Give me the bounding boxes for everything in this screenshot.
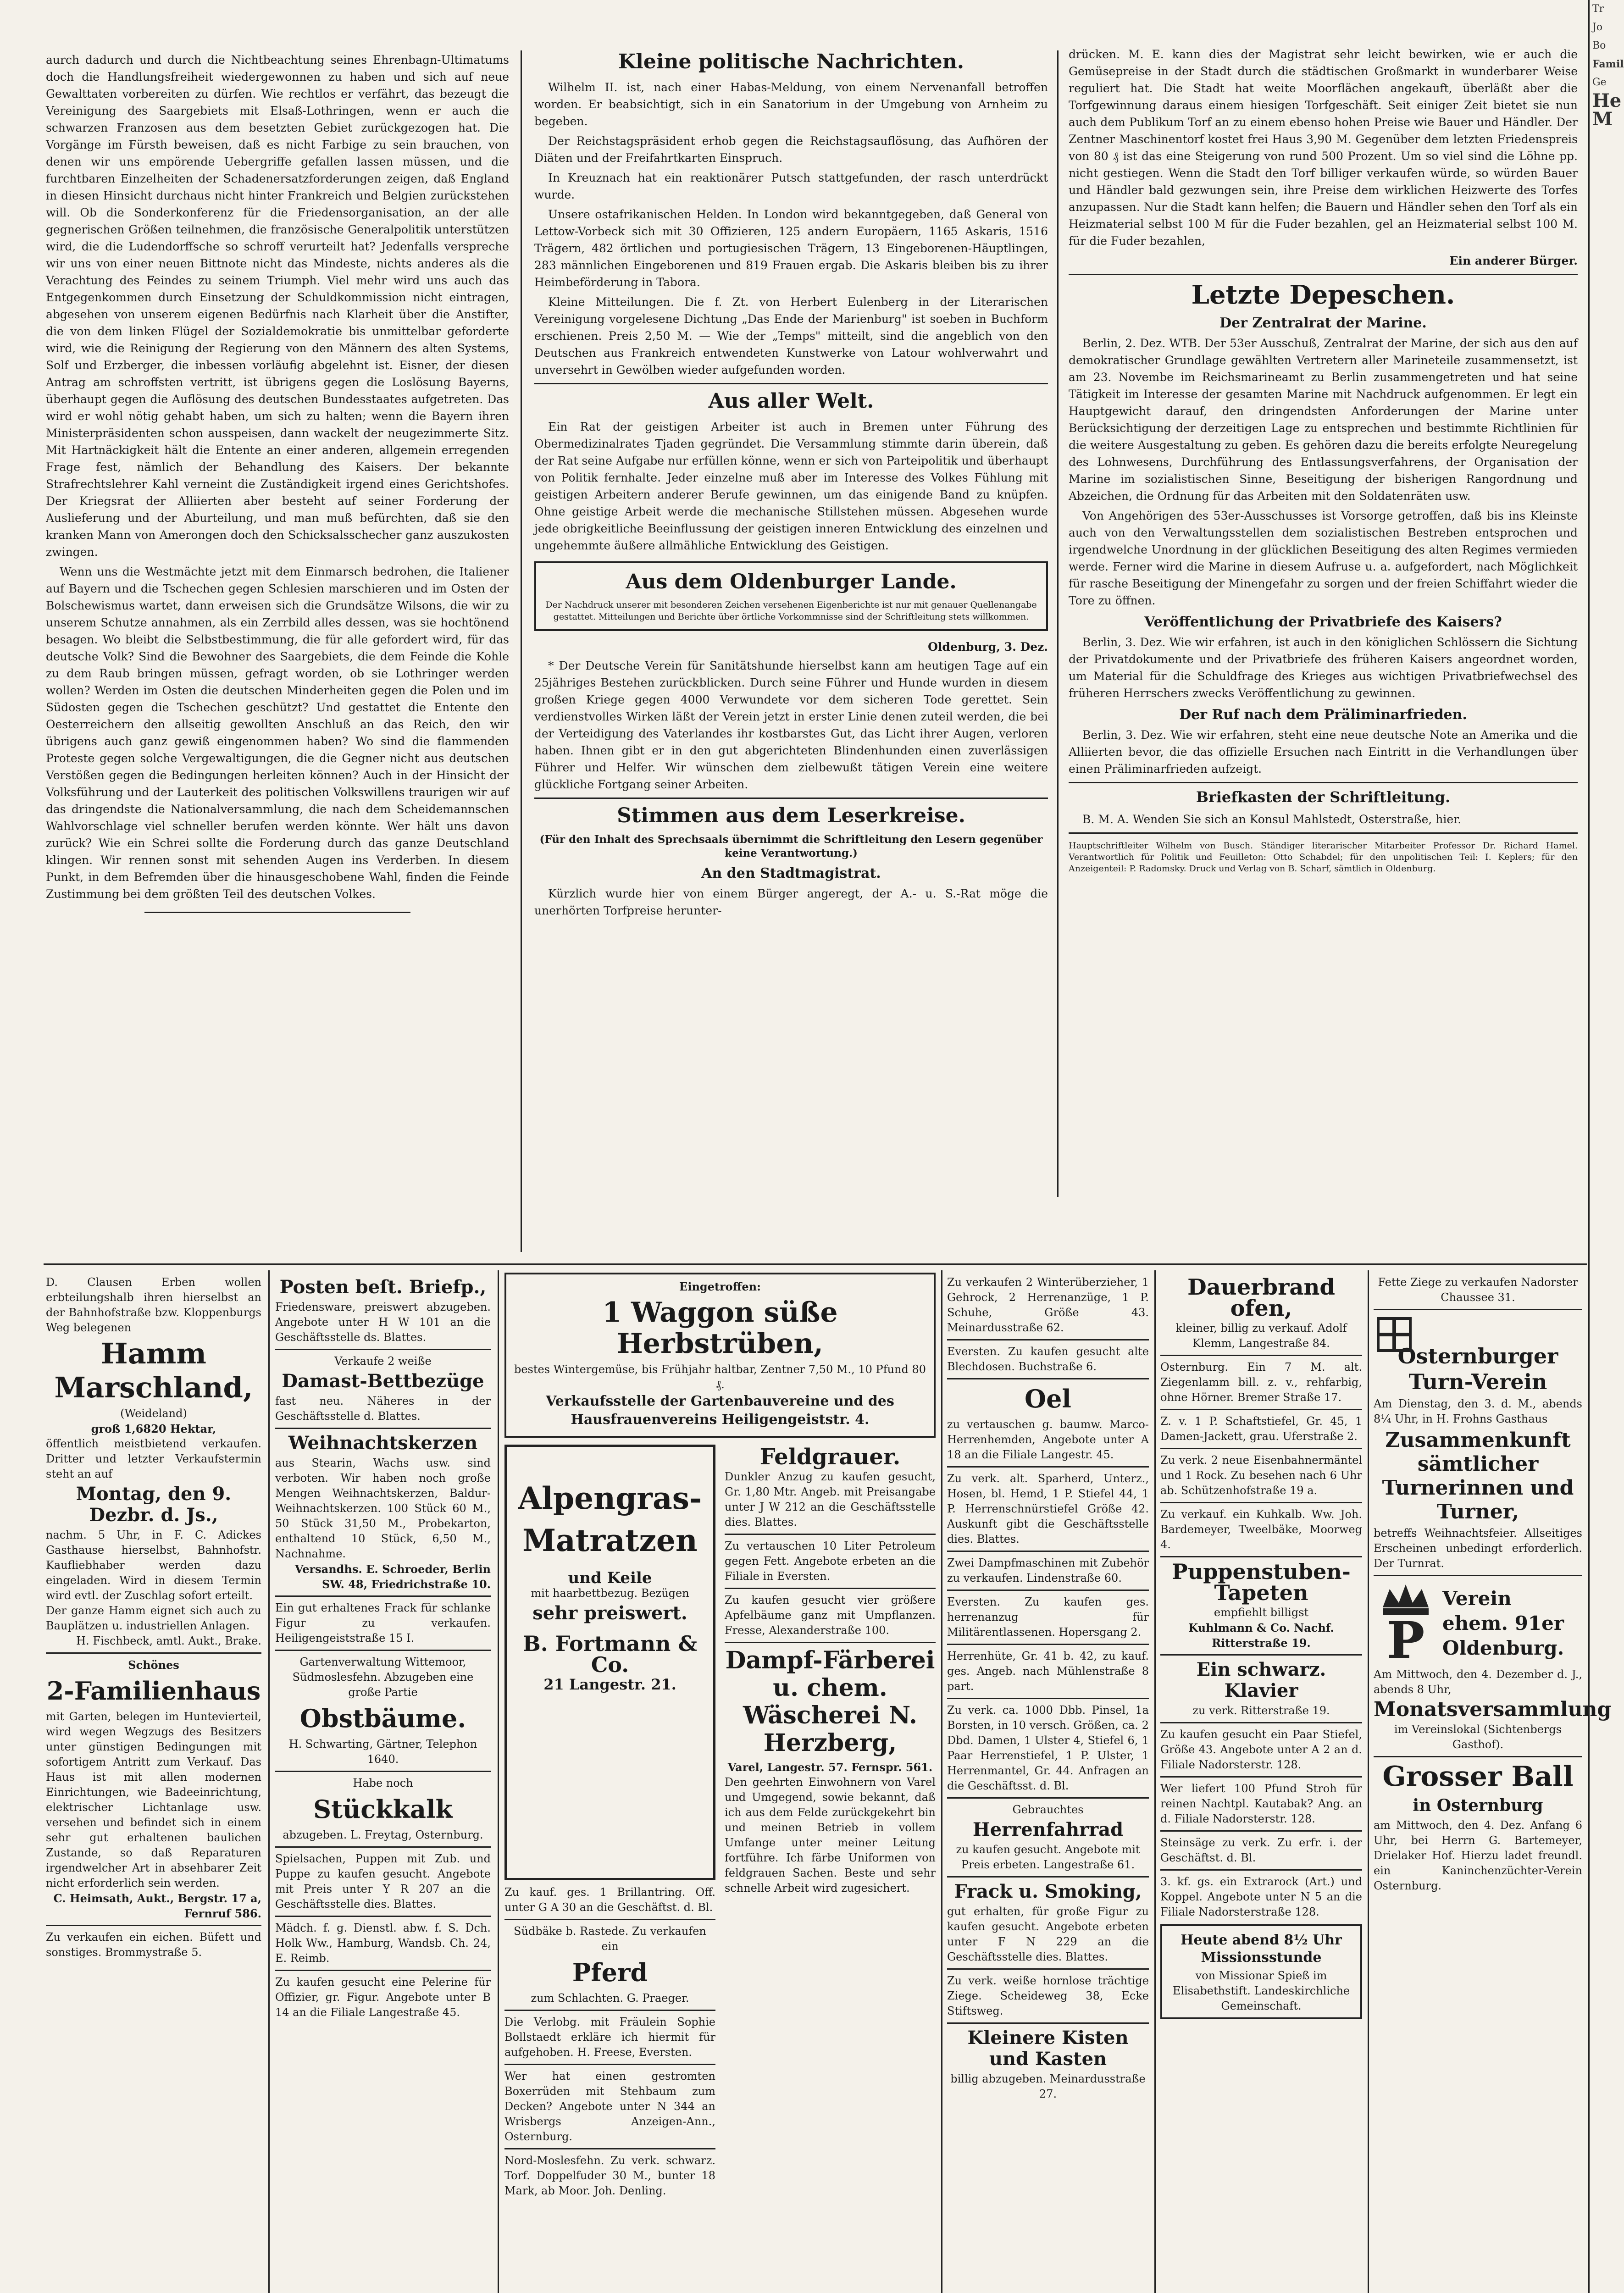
ad-stove: Zu verk. alt. Sparherd, Unterz., Hosen, bl. Hemd, 1 P. Stiefel 44, 1 P. Herrenschnürstiefel Größe 42. Auskunft gibt die Geschäftsstelle dies. Blattes. — [947, 1472, 1149, 1545]
ad-oven-text: kleiner, billig zu verkauf. Adolf Klemm, Langestraße 84. — [1175, 1322, 1347, 1350]
rule — [534, 383, 1048, 384]
ad-horse-title: Pferd — [572, 1958, 648, 1987]
letter-signature: Ein anderer Bürger. — [1449, 254, 1578, 267]
ad-engagement: Die Verlobg. mit Fräulein Sophie Bollstaedt erkläre ich hiermit für aufgehoben. H. Freese, Eversten. — [504, 2016, 715, 2059]
ad-turnips-top: Eingetroffen: — [679, 1280, 761, 1293]
separator — [1160, 1448, 1362, 1449]
separator — [1160, 1776, 1362, 1778]
ad-mattresses-price: sehr preiswert. — [532, 1602, 687, 1624]
ad-military-coat: 3. kf. gs. ein Extrarock (Art.) und Koppel. Angebote unter N 5 an die Filiale Nadorsterstraße 128. — [1160, 1875, 1362, 1918]
ad-divider — [268, 1270, 270, 2293]
ad-buffet: Zu verkaufen ein eichen. Büfett und sonstiges. Brommystraße 5. — [46, 1931, 261, 1959]
separator — [1374, 1575, 1582, 1576]
ad-ball-title: Grosser Ball — [1382, 1761, 1574, 1793]
ad-dyeworks-text: Den geehrten Einwohnern von Varel und Umgegend, sowie bekannt, daß ich aus dem Felde zurückgekehrt bin und meinen Betrieb in vollem Umfange unter meiner Leitung fortführe. Ich färbe Uniformen von feldgrauen Sachen. Beste und sehr schnelle Arbeit wird zugesichert. — [725, 1776, 936, 1894]
rule — [1069, 274, 1578, 275]
separator — [1160, 1654, 1362, 1656]
dispatch-kaiser: Berlin, 3. Dez. Wie wir erfahren, ist auch in den königlichen Schlössern die Sichtung der Privatdokumente und der Privatbriefe des früheren Kaisers angeordnet worden, um Material für die Schuldfrage des Krieges aus wichtigen Privatbriefwechsel des früheren Herrschers zwecks Veröffentlichung zu gewinnen. — [1069, 636, 1578, 700]
ad-maid: Mädch. f. g. Dienstl. abw. f. S. Dch. Holk Ww., Hamburg, Wandsb. Ch. 24, E. Reimb. — [275, 1922, 491, 1965]
ad-piano-title: Ein schwarz. Klavier — [1196, 1659, 1326, 1701]
ad-land-date: Montag, den 9. Dezbr. d. Js., — [76, 1483, 232, 1526]
ad-bedding-pre: Verkaufe 2 weiße — [334, 1355, 432, 1368]
adjacent-page-edge — [1588, 0, 1622, 2293]
turnverein-emblem-icon — [1374, 1314, 1415, 1355]
ads-top-rule — [44, 1263, 1587, 1265]
ad-verein-91er-title: Verein ehem. 91er Oldenburg. — [1442, 1587, 1564, 1659]
dispatch-marine-1: Berlin, 2. Dez. WTB. Der 53er Ausschuß, Zentralrat der Marine, der sich aus den auf demokratischer Grundlage gewählten Vertretern aller Marineteile zusammensetzt, ist am 23. Novembe im Reichsmarineamt zu Berlin zusammengetreten und hat seine Tätigkeit im Interesse der gesamten Marine mit Nachdruck aufgenommen. Er legt ein Hauptgewicht darauf, den dringendsten Anforderungen der Marine unter Berücksichtigung der derzeitigen Lage zu entsprechen und bestimmte Richtlinien für die weitere Ausgestaltung zu geben. Es gehören dazu die bereits erfolgte Neuregelung des Lohnwesens, Durchführung des Entlassungsverfahrens, der Organisation der Marine im sozialistischen Sinne, Beseitigung der bisherigen Rangordnung und Abzeichen, die Ordnung für das Arbeiten mit den Soldatenräten usw. — [1069, 337, 1578, 503]
ad-verein-91er-meeting: Monatsversammlung — [1374, 1698, 1612, 1721]
ad-turnips-seller: Verkaufsstelle der Gartenbauvereine und des Hausfrauenvereins Heiligengeiststr. 4. — [546, 1393, 894, 1428]
ad-uniform-title: Feldgrauer. — [759, 1444, 901, 1470]
col1-end-rule — [144, 912, 410, 913]
separator — [1160, 1869, 1362, 1871]
col-divider-1 — [521, 50, 522, 1252]
ad-paper-text: Friedensware, preiswert abzugeben. Angebote unter H W 101 an die Geschäftsstelle ds. Blattes. — [275, 1301, 491, 1344]
imprint: Hauptschriftleiter Wilhelm von Busch. Ständiger literarischer Mitarbeiter Professor Dr. Richard Hamel. Verantwortlich für Politik und Feuilleton: Otto Schabdel; für den unpolitischen Teil: I. Keplers; für den Anzeigenteil: P. Radomsky. Druck und Verlag von B. Scharf, sämtlich in Oldenburg. — [1069, 841, 1578, 874]
separator — [947, 1797, 1149, 1799]
crown-emblem-icon — [1374, 1580, 1438, 1670]
ad-turnips-title: 1 Waggon süße Herbstrüben, — [602, 1296, 838, 1360]
separator — [1374, 1309, 1582, 1310]
ad-turnverein-title: Osternburger Turn-Verein — [1397, 1344, 1558, 1394]
separator — [275, 1349, 491, 1350]
ad-engines: Zwei Dampfmaschinen mit Zubehör zu verkaufen. Lindenstraße 60. — [947, 1556, 1149, 1584]
ad-column-2 — [275, 1275, 491, 2293]
ad-trees-title: Obstbäume. — [299, 1704, 466, 1733]
ad-oil-text: zu vertauschen g. baumw. Marco-Herrenhemden, Angebote unter A 18 an die Filiale Langestr. 45. — [947, 1418, 1149, 1461]
edge-fragment: Tr — [1592, 3, 1604, 15]
ad-fat-goat: Fette Ziege zu verkaufen Nadorster Chaussee 31. — [1378, 1276, 1578, 1304]
ad-house-title: 2-Familienhaus — [46, 1676, 261, 1706]
separator — [1160, 1722, 1362, 1723]
ad-bicycle-text: zu kaufen gesucht. Angebote mit Preis erbeten. Langestraße 61. — [956, 1843, 1140, 1871]
ad-railway-coats: Zu verk. 2 neue Eisenbahnermäntel und 1 Rock. Zu besehen nach 6 Uhr ab. Schützenhofstraße 19 a. — [1160, 1454, 1362, 1497]
col1-article — [46, 51, 509, 1244]
ad-verein-91er-place: im Vereinslokal (Sichtenbergs Gasthof). — [1394, 1723, 1562, 1751]
ad-trees-pre: Gartenverwaltung Wittemoor, Südmoslesfehn. Abzugeben eine große Partie — [292, 1656, 474, 1699]
rule — [1069, 832, 1578, 834]
ad-boots: Z. v. 1 P. Schaftstiefel, Gr. 45, 1 Damen-Jackett, grau. Uferstraße 2. — [1160, 1415, 1362, 1443]
separator — [725, 1588, 936, 1589]
ad-calf: Zu verkauf. ein Kuhkalb. Ww. Joh. Bardemeyer, Tweelbäke, Moorweg 4. — [1160, 1508, 1362, 1551]
ad-oil-title: Oel — [1025, 1384, 1071, 1413]
ad-goat: Zu verk. weiße hornlose trächtige Ziege. Scheideweg 38, Ecke Stiftsweg. — [947, 1974, 1149, 2017]
ad-tins: Eversten. Zu kaufen gesucht alte Blechdosen. Buchstraße 6. — [947, 1345, 1149, 1373]
ad-mission-box — [1160, 1924, 1362, 2019]
rule — [1069, 782, 1578, 783]
news-misc: Kleine Mitteilungen. Die f. Zt. von Herbert Eulenberg in der Literarischen Vereinigung vorgelesene Dichtung „Das Ende der Marienburg" ist soeben in Buchform erschienen. Preis 2,50 M. — Wie der „Temps" mitteilt, sind die angeblich von den Deutschen aus Frankreich entwendeten Kunstwerke von Latour wohlverwahrt und unversehrt in Gewölben wieder aufgefunden worden. — [534, 295, 1048, 377]
dateline-oldenburg: Oldenburg, 3. Dez. — [928, 640, 1048, 654]
separator — [725, 1534, 936, 1535]
marine-council-heading: Der Zentralrat der Marine. — [1219, 315, 1427, 331]
ad-peat: Nord-Moslesfehn. Zu verk. schwarz. Torf. Doppelfuder 30 M., bunter 18 Mark, ab Moor. Joh. Denling. — [504, 2154, 715, 2197]
separator — [947, 1698, 1149, 1699]
separator — [1160, 1409, 1362, 1410]
separator — [275, 1650, 491, 1651]
separator — [1160, 1830, 1362, 1832]
mailbox-reply: B. M. A. Wenden Sie sich an Konsul Mahlstedt, Osterstraße, hier. — [1082, 813, 1462, 826]
ad-column-3b — [504, 1885, 715, 2293]
latest-dispatches-heading: Letzte Depeschen. — [1191, 280, 1455, 310]
ad-frack-text: gut erhalten, für große Figur zu kaufen gesucht. Angebote erbeten unter F N 229 an die Geschäftsstelle dies. Blattes. — [947, 1905, 1149, 1963]
col3-dispatches — [1069, 46, 1578, 1224]
ad-mattresses-text: mit haarbettbezug. Bezügen — [531, 1587, 689, 1600]
separator — [275, 1595, 491, 1597]
ad-column-7 — [1374, 1275, 1612, 2293]
letter-start: Kürzlich wurde hier von einem Bürger angeregt, der A.- u. S.-Rat möge die unerhörten Torfpreise herunter- — [534, 887, 1048, 917]
ad-land-intro: D. Clausen Erben wollen erbteilungshalb ihren hierselbst an der Bahnhofstraße bzw. Kloppenburgs Weg belegenen — [46, 1276, 261, 1334]
ad-wallpaper-title: Puppenstuben-Tapeten — [1172, 1559, 1351, 1605]
ad-column-5 — [947, 1275, 1149, 2293]
separator — [947, 1378, 1149, 1379]
ad-trees-sign: H. Schwarting, Gärtner, Telephon 1640. — [288, 1738, 477, 1766]
ad-land-text-3: Der ganze Hamm eignet sich auch zu Bauplätzen u. industriellen Anlagen. — [46, 1604, 261, 1632]
ad-mattresses — [504, 1445, 715, 1880]
separator — [1160, 1556, 1362, 1557]
ad-saw: Steinsäge zu verk. Zu erfr. i. der Geschäftst. d. Bl. — [1160, 1836, 1362, 1864]
separator — [504, 2010, 715, 2011]
ad-turnverein-note: betreffs Weihnachtsfeier. Allseitiges Erscheinen unbedingt erforderlich. Der Turnrat. — [1374, 1527, 1582, 1570]
rule — [534, 798, 1048, 799]
ad-dyeworks-address: Varel, Langestr. 57. Fernspr. 561. — [727, 1761, 933, 1774]
ad-lime-title: Stückkalk — [313, 1795, 453, 1824]
col2-news — [534, 46, 1048, 1257]
ad-land-sub: (Weideland) — [120, 1407, 187, 1420]
separator — [275, 1428, 491, 1429]
separator — [46, 1925, 261, 1926]
col1-para-2: Wenn uns die Westmächte jetzt mit dem Einmarsch bedrohen, die Italiener auf Bayern und die Tschechen gegen Schlesien marschieren und im Osten der Bolschewismus wartet, dann erweisen sich die Grundsätze Wilsons, die wir zu unserem Schutze annahmen, als ein Zerrbild alles dessen, was sie hochtönend besagen. Wo bleibt die Selbstbestimmung, die für alle gefordert wird, für das deutsche Volk? Sind die Bewohner des Saargebiets, die dem Feinde die Kohle zu dem Raub bringen müssen, gefragt worden, ob sie Lothringer werden wollen? Werden im Osten die deutschen Minderheiten gegen die Polen und im Südosten gegen die Tschechen geschützt? Und gestattet die Entente den Oesterreichern den allseitig gewollten Anschluß an das Reich, den wir übrigens auch ganz gewiß eingenommen haben? Wo sind die flammenden Proteste gegen solche Vergewaltigungen, die die Gegner nicht aus deutschen Verstößen gegen die Bedingungen herleiten können? Auch in der Hinsicht der Volksführung und der Lauterkeit des politischen Volkswillens traurigen wir auf das dringendste die Nationalversammlung, die nach dem Scheidemannschen Wahlvorschlage viel schneller berufen werden könnte. Wer hält uns davon zurück? Wie ein Schrei sollte die Forderung durch das ganze Deutschland klingen. Wir rennen sonst mit sehenden Augen ins Verderben. In diesem Punkt, in dem Befremden über die hinausgeschobene Wahl, finden die Feinde Zustimmung bei dem größten Teil des deutschen Volkes. — [46, 565, 509, 901]
col1-para-1: aurch dadurch und durch die Nichtbeachtung seines Ehrenbagn-Ultimatums doch die Handlungsfreiheit wiedergewonnen zu haben und sich auf neue Gewalttaten vorbereiten zu dürfen. Wie rechtlos er verfährt, das bezeugt die Vereinigung des Saargebiets mit Elsaß-Lothringen, wenn er auch die schwarzen Franzosen aus dem besetzten Gebiet zurückgezogen hat. Die Vorgänge im Fürsth beweisen, daß es nicht Farbige zu sein brauchen, von denen wir uns empörende Uebergriffe gefallen lassen müssen, und die furchtbaren Einzelheiten der Schadenersatzforderungen zeigen, daß England in diesen Hinsicht durchaus nicht hinter Frankreich und Belgien zurückstehen will. Ob die Sonderkonferenz für die Friedensorganisation, an der alle gegnerischen Größen teilnehmen, die französische Generalpolitik unterstützen wird, die die Ludendorffsche so schroff verurteilt hat? Jedenfalls verspreche wir uns von einer neuen Bittnote nicht das Mindeste, nichts anderes als die Verachtung des Feindes zu seinem Triumph. Viel mehr wird uns auch das Entgegenkommen durch Einsetzung der Schuldkommission nicht eintragen, abgesehen von unserem eigenen Bedürfnis nach Klarheit über die Anstifter, die von dem linken Flügel der Sozialdemokratie bis unmittelbar geforderte wird, wie die Reinigung der Regierung von den Männern des alten Systems, Solf und Erzberger, die inbessen vorläufig abgelehnt ist. Eisner, der diesen Antrag am schroffsten vertritt, ist übrigens gegen die Loslösung Bayerns, überhaupt gegen die Auflösung des deutschen Bundesstaates aufgetreten. Das wird er wohl nötig gehabt haben, um sich zu halten; wenn die Bayern ihren Ministerpräsidenten schon ausspeisen, dann wackelt der neugezimmerte Sitz. Mit Hartnäckigkeit hält die Entente an einer anderen, allgemein erregenden Frage fest, nämlich der Behandlung des Kaisers. Der bekannte Strafrechtslehrer Kahl verneint die Zuständigkeit irgend eines Gerichtshofes. Der Kriegsrat der Alliierten aber besteht auf seiner Forderung der Auslieferung und der Aburteilung, und man muß befürchten, daß sie den kranken Mann von Amerongen doch den Schicksalsschecher ganz auszukosten zwingen. — [46, 53, 509, 559]
ad-turnips-text: bestes Wintergemüse, bis Frühjahr haltbar, Zentner 7,50 M., 10 Pfund 80 ₰. — [514, 1363, 926, 1391]
separator — [725, 1642, 936, 1643]
ad-land-sign: H. Fischbeck, amtl. Aukt., Brake. — [76, 1634, 261, 1647]
separator — [947, 1466, 1149, 1468]
separator — [46, 1652, 261, 1654]
ad-ball-text: am Mittwoch, den 4. Dez. Anfang 6 Uhr, bei Herrn G. Bartemeyer, Drielaker Hof. Hierzu ladet freundl. ein Kaninchenzüchter-Verein Osternburg. — [1374, 1819, 1582, 1892]
ad-lime-pre: Habe noch — [353, 1777, 413, 1789]
ad-frack: Ein gut erhaltenes Frack für schlanke Figur zu verkaufen. Heiligengeiststraße 15 I. — [275, 1601, 491, 1645]
ad-mattresses-address: 21 Langestr. 21. — [543, 1676, 676, 1693]
ad-horse-text: zum Schlachten. G. Praeger. — [531, 1992, 689, 2005]
ad-dyeworks-title: Dampf-Färberei u. chem. Wäscherei N. Herzberg, — [725, 1646, 935, 1757]
preliminary-peace-heading: Der Ruf nach dem Präliminarfrieden. — [1179, 707, 1467, 723]
ad-horse-pre: Südbäke b. Rastede. Zu verkaufen ein — [514, 1925, 706, 1953]
news-wilhelm: Wilhelm II. ist, nach einer Habas-Meldung, von einem Nervenanfall betroffen worden. Er beabsichtigt, sich in ein Sanatorium in der Umgebung von Arnheim zu begeben. — [534, 81, 1048, 128]
news-sanitary-dogs: * Der Deutsche Verein für Sanitätshunde hierselbst kann am heutigen Tage auf ein 25jähriges Bestehen zurückblicken. Durch seine Führer und Hunde wurden in diesem großen Kriege gegen 4000 Verwundete vor dem sicheren Tode gerettet. Sein verdienstvolles Wirken läßt der Verein jetzt in erster Linie denen zuteil werden, die bei der Verteidigung des Vaterlandes ihr kostbarstes Gut, das Licht ihrer Augen, verloren haben. Ihnen gibt er in den gut abgerichteten Blindenhunden einen zuverlässigen Führer und Helfer. Wir wünschen dem zielbewußt tätigen Verein eine weitere glückliche Fortgang seiner Arbeiten. — [534, 659, 1048, 791]
ad-mattresses-title: Alpengras-Matratzen — [518, 1480, 702, 1558]
ad-crates-text: billig abzugeben. Meinardusstraße 27. — [950, 2072, 1146, 2100]
oldenburg-heading: Aus dem Oldenburger Lande. — [626, 570, 957, 593]
ad-land-size: groß 1,6820 Hektar, — [91, 1422, 216, 1435]
ad-house-sign: C. Heimsath, Aukt., Bergstr. 17 a, Fernruf 586. — [53, 1892, 261, 1920]
small-political-news-heading: Kleine politische Nachrichten. — [618, 50, 964, 73]
ad-mattresses-sub: und Keile — [568, 1569, 652, 1587]
ad-wallpaper-seller: Kuhlmann & Co. Nachf. Ritterstraße 19. — [1188, 1621, 1334, 1650]
separator — [275, 1916, 491, 1917]
ad-land-text: öffentlich meistbietend verkaufen. Dritter und letzter Verkaufstermin steht an auf — [46, 1437, 261, 1480]
separator — [504, 1919, 715, 1920]
to-city-magistrate-heading: An den Stadtmagistrat. — [701, 865, 881, 881]
news-kreuznach: In Kreuznach hat ein reaktionärer Putsch stattgefunden, der rasch unterdrückt wurde. — [534, 171, 1048, 201]
ad-coats: Zu verkaufen 2 Winterüberzieher, 1 Gehrock, 2 Herrenanzüge, 1 P. Schuhe, Größe 43. Meinardusstraße 62. — [947, 1276, 1149, 1334]
letter-continued: drücken. M. E. kann dies der Magistrat sehr leicht bewirken, wie er auch die Gemüsepreise in der Stadt durch die städtischen Großmarkt in wunderbarer Weise reguliert hat. Die Stadt hat weite Moorflächen angekauft, überläßt aber die Torfgewinnung daraus einem hiesigen Torfgeschäft. Seit einiger Zeit bietet sie nun auch dem Publikum Torf an zu einem ebenso hohen Preise wie Bauer und Händler. Der Zentner Maschinentorf kostet frei Haus 3,90 M. Gegenüber dem letzten Friedenspreis von 80 ₰ ist das eine Steigerung von rund 500 Prozent. Um so viel sind die Löhne pp. nicht gestiegen. Wenn die Stadt den Torf billiger verkaufen würde, so würden Bauer und Händler bald gezwungen sein, ihre Preise dem wirklichen Heizwerte des Torfes anzupassen. Nur die Stadt kann helfen; die Bauern und Händler sehen den Torf als ein Heizmaterial selbst 100 M für die Fuder bezahlen, gel an Heizmaterial selbst 100 M. für die Fuder bezahlen, — [1069, 48, 1578, 248]
ad-column-1 — [46, 1275, 261, 2293]
ad-house-text: mit Garten, belegen im Huntevierteil, wird wegen Wegzugs des Besitzers unter günstigen Bedingungen mit sofortigem Antritt zum Verkauf. Das Haus ist mit allen modernen Einrichtungen, wie Badeeinrichtung, elektrischer Lichtanlage usw. versehen und befindet sich in einem sehr gut erhaltenen baulichen Zustande, so daß Reparaturen irgendwelcher Art in absehbarer Zeit nicht erforderlich sein werden. — [46, 1710, 261, 1889]
kaiser-letters-heading: Veröffentlichung der Privatbriefe des Kaisers? — [1144, 614, 1502, 630]
ad-turnverein-meeting: Zusammenkunft sämtlicher Turnerinnen und Turner, — [1382, 1429, 1574, 1523]
ad-cape: Zu kaufen gesucht eine Pelerine für Offizier, gr. Figur. Angebote unter B 14 an die Filiale Langestraße 45. — [275, 1976, 491, 2019]
ad-house-pre: Schönes — [128, 1658, 179, 1672]
editors-mailbox-heading: Briefkasten der Schriftleitung. — [1196, 788, 1451, 806]
separator — [947, 1644, 1149, 1645]
oldenburg-section — [534, 561, 1048, 631]
ad-divider — [941, 1270, 942, 2293]
ad-wallpaper-text: empfiehlt billigst — [1214, 1606, 1309, 1619]
reprint-notice: Der Nachdruck unserer mit besonderen Zeichen versehenen Eigenberichte ist nur mit genauer Quellenangabe gestattet. Mitteilungen und Berichte über örtliche Vorkommnisse sind der Schriftleitung stets willkommen. — [545, 600, 1037, 622]
separator — [1374, 1756, 1582, 1757]
ad-bedding-title: Damast-Bettbezüge — [282, 1370, 484, 1392]
dispatch-marine-2: Von Angehörigen des 53er-Ausschusses ist Vorsorge getroffen, daß bis ins Kleinste auch von den Verwaltungsstellen dem sozialistischen Bestreben entsprochen und irgendwelche Unordnung in der glücklichen Beseitigung des alten Regimes vermieden werde. Ferner wird die Marine in diesem Aufruse u. a. aufgefordert, nach Möglichkeit für rasche Beseitigung der Minengefahr zu sorgen und der freien Schiffahrt wieder die Tore zu öffnen. — [1069, 509, 1578, 607]
edge-fragment: M — [1592, 108, 1613, 130]
separator — [947, 1339, 1149, 1340]
separator — [947, 1876, 1149, 1878]
ad-boxer: Wer hat einen gestromten Boxerrüden mit Stehbaum zum Decken? Angebote unter N 344 an Wrisbergs Anzeigen-Ann., Osternburg. — [504, 2070, 715, 2143]
ad-goatkid: Osternburg. Ein 7 M. alt. Ziegenlamm bill. z. v., rehfarbig, ohne Hörner. Bremer Straße 17. — [1160, 1361, 1362, 1404]
col-divider-2 — [1057, 50, 1059, 1197]
ad-divider — [1154, 1270, 1156, 2293]
news-council-bremen: Ein Rat der geistigen Arbeiter ist auch in Bremen unter Führung des Obermedizinalrates Tjaden gegründet. Die Versammlung stimmte darin überein, daß der Rat seine Aufgabe nur erfüllen könne, wenn er sich von Parteipolitik und überhaupt von Politik fernhalte. Jeder einzelne muß aber im Interesse des Volkes Fühlung mit geistigen Arbeitern anderer Berufe gewinnen, um das einigende Band zu knüpfen. Ohne geistige Arbeit werde die mechanische Stillstehen müssen. Abgesehen wurde jede obrigkeitliche Beeinflussung der geistigen inneren Entwicklung des einzelnen und ungehemmte äußere allmähliche Entwicklung des Geistigen. — [534, 420, 1048, 552]
readers-voices-heading: Stimmen aus dem Leserkreise. — [617, 804, 965, 827]
separator — [275, 1846, 491, 1848]
ad-petroleum: Zu vertauschen 10 Liter Petroleum gegen Fett. Angebote erbeten an die Filiale in Eversten. — [725, 1540, 936, 1583]
ad-bicycle-title: Herrenfahrrad — [972, 1819, 1124, 1840]
separator — [947, 2022, 1149, 2024]
separator — [275, 1970, 491, 1971]
ad-crates-title: Kleinere Kisten und Kasten — [967, 2027, 1129, 2070]
edge-fragment: He — [1592, 90, 1622, 111]
separator — [504, 2148, 715, 2149]
svg-text:P: P — [1386, 1611, 1425, 1670]
ad-boots-wanted: Zu kaufen gesucht ein Paar Stiefel, Größe 43. Angebote unter A 2 an d. Filiale Nadorsterstr. 128. — [1160, 1728, 1362, 1771]
news-reichstag: Der Reichstagspräsident erhob gegen die Reichstagsauflösung, das Aufhören der Diäten und der Freifahrtkarten Einspruch. — [534, 134, 1048, 165]
separator — [275, 1771, 491, 1772]
ad-column-4 — [725, 1445, 936, 2293]
verein-91er-block — [1374, 1580, 1582, 1670]
separator — [1160, 1502, 1362, 1503]
ad-oven-title: Dauerbrand ofen, — [1187, 1274, 1335, 1321]
ad-divider — [1368, 1270, 1369, 2293]
separator — [504, 2064, 715, 2065]
edge-fragment: Famil — [1592, 58, 1624, 70]
ad-turnips — [504, 1273, 936, 1438]
ad-mission-title: Heute abend 8½ Uhr Missionsstunde — [1181, 1932, 1342, 1966]
ad-candles-text: aus Stearin, Wachs usw. sind verboten. Wir haben noch große Mengen Weihnachtskerzen, Baldur-Weihnachtskerzen. 100 Stück 60 M., 50 Stück 31,50 M., Probekarton, enthaltend 10 Stück, 6,50 M., Nachnahme. — [275, 1457, 491, 1560]
ad-land-text-2: nachm. 5 Uhr, in F. C. Adickes Gasthause hierselbst, Bahnhofstr. Kaufliebhaber werden dazu eingeladen. Wird in diesem Termin wird evtl. der Zuschlag sofort erteilt. — [46, 1529, 261, 1602]
separator — [947, 1551, 1149, 1552]
edge-fragment: Jo — [1592, 22, 1603, 33]
ad-straw: Wer liefert 100 Pfund Stroh für reinen Nachtpl. Kautabak? Ang. an d. Filiale Nadorsterstr. 128. — [1160, 1782, 1362, 1825]
ad-divider — [498, 1270, 499, 2293]
ad-ball-place: in Osternburg — [1413, 1796, 1543, 1815]
ad-uniform-text: Dunkler Anzug zu kaufen gesucht, Gr. 1,80 Mtr. Angeb. mit Preisangabe unter J W 212 an die Geschäftsstelle dies. Blattes. — [725, 1470, 936, 1529]
ad-appletrees: Zu kaufen gesucht vier größere Apfelbäume ganz mit Umpflanzen. Fresse, Alexanderstraße 100. — [725, 1594, 936, 1637]
ad-bedding-text: fast neu. Näheres in der Geschäftsstelle d. Blattes. — [275, 1395, 491, 1423]
ad-turnverein-text: Am Dienstag, den 3. d. M., abends 8¼ Uhr, in H. Frohns Gasthaus — [1374, 1397, 1582, 1425]
ad-mattresses-company: B. Fortmann & Co. — [522, 1631, 698, 1677]
edge-fragment: Bo — [1592, 40, 1606, 51]
ad-ring: Zu kauf. ges. 1 Brillantring. Off. unter G A 30 an die Geschäftst. d. Bl. — [504, 1886, 715, 1914]
news-east-africa: Unsere ostafrikanischen Helden. In London wird bekanntgegeben, daß General von Lettow-Vorbeck sich mit 30 Offizieren, 125 andern Europäern, 1165 Askaris, 1516 Trägern, 482 örtlichen und portugiesischen Trägern, 13 Eingeborenen-Häuptlingen, 283 männlichen Eingeborenen und 819 Frauen ergab. Die Askaris bleiben bis zu ihrer Heimbeförderung in Tabora. — [534, 208, 1048, 289]
ad-piano-text: zu verk. Ritterstraße 19. — [1192, 1704, 1330, 1717]
ad-suit-eversten: Eversten. Zu kaufen ges. herrenanzug für Militärentlassenen. Hopersgang 2. — [947, 1595, 1149, 1639]
ad-column-6 — [1160, 1275, 1362, 2293]
separator — [947, 1968, 1149, 1970]
edge-fragment: Ge — [1592, 77, 1607, 88]
ad-candles-title: Weihnachtskerzen — [288, 1432, 478, 1454]
turnverein-emblem-row — [1374, 1314, 1582, 1341]
ad-brushes: Zu verk. ca. 1000 Dbb. Pinsel, 1a Borsten, in 10 versch. Größen, ca. 2 Dbd. Damen, 1 Ulster 4, Stiefel 6, 1 Paar Herrenstiefel, 1 P. Ulster, 1 Herrenmantel, Gr. 44. Anfragen an die Geschäftsst. d. Bl. — [947, 1704, 1149, 1792]
ad-frack-title: Frack u. Smoking, — [954, 1881, 1142, 1902]
ad-verein-91er-text: Am Mittwoch, den 4. Dezember d. J., abends 8 Uhr, — [1374, 1668, 1582, 1696]
ad-hats: Herrenhüte, Gr. 41 b. 42, zu kauf. ges. Angeb. nach Mühlenstraße 8 part. — [947, 1650, 1149, 1693]
ad-candles-sign: Versandhs. E. Schroeder, Berlin SW. 48, Friedrichstraße 10. — [294, 1562, 491, 1591]
dispatch-peace: Berlin, 3. Dez. Wie wir erfahren, steht eine neue deutsche Note an Amerika und die Alliierten bevor, die das offizielle Ersuchen nach Eintritt in die Verhandlungen über einen Präliminarfrieden aufzeigt. — [1069, 728, 1578, 775]
ad-mission-text: von Missionar Spieß im Elisabethstift. Landeskirchliche Gemeinschaft. — [1172, 1969, 1350, 2012]
world-news-heading: Aus aller Welt. — [708, 389, 874, 413]
separator — [947, 1590, 1149, 1591]
ad-land-title-2: Marschland, — [54, 1371, 253, 1404]
separator — [1160, 1355, 1362, 1356]
ad-land-title: Hamm — [101, 1337, 206, 1370]
ad-toys: Spielsachen, Puppen mit Zub. und Puppe zu kaufen gesucht. Angebote mit Preis unter Y R 207 an die Geschäftsstelle dies. Blattes. — [275, 1852, 491, 1911]
ad-bicycle-pre: Gebrauchtes — [1012, 1803, 1084, 1816]
readers-disclaimer: (Für den Inhalt des Sprechsaals übernimmt die Schriftleitung den Lesern gegenüber keine Verantwortung.) — [539, 833, 1043, 859]
ad-lime-text: abzugeben. L. Freytag, Osternburg. — [283, 1828, 483, 1841]
ad-paper-title: Posten beſt. Briefp., — [279, 1276, 487, 1298]
